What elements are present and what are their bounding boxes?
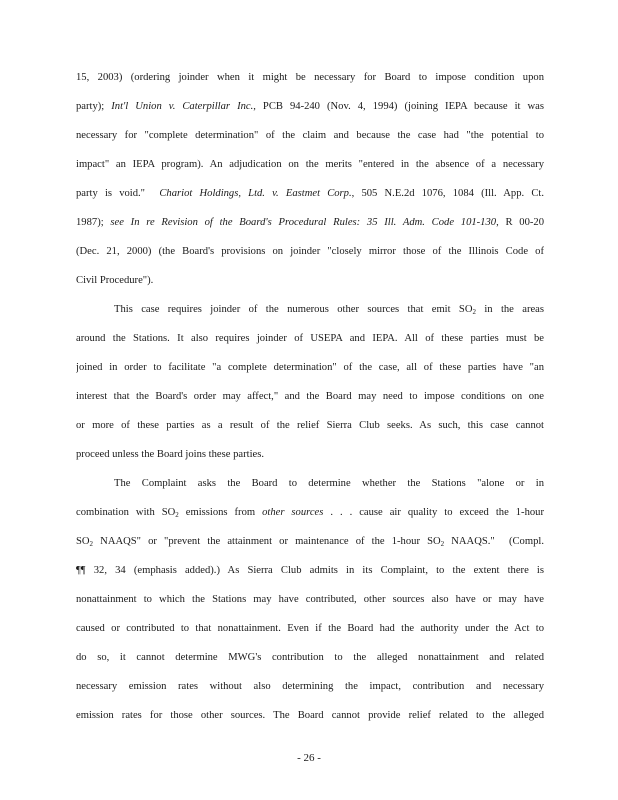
text-line: emission rates for those other sources. The Board cannot provide relief related to the alleged [76,710,544,721]
text-line: caused or contributed to that nonattainment. Even if the Board had the authority under the Act to [76,623,544,634]
text-line: $SO_2$ NAAQS" or "prevent the attainment or maintenance of the 1-hour $SO_2$ NAAQS." (Compl. [76,536,544,548]
text-line: proceed unless the Board joins these parties. [76,449,264,460]
text-line: necessary for "complete determination" of the claim and because the case had "the potential to [76,130,544,141]
text-line: (Dec. 21, 2000) (the Board's provisions on joinder "closely mirror those of the Illinois Code of [76,246,544,257]
text-line: The Complaint asks the Board to determine whether the Stations "alone or in [114,478,544,489]
page-number: - 26 - [297,752,321,764]
text-line: 1987); see In re Revision of the Board's Procedural Rules: 35 Ill. Adm. Code 101-130, R 00-20 [76,217,544,228]
text-line: Civil Procedure"). [76,275,154,286]
text-line: do so, it cannot determine MWG's contribution to the alleged nonattainment and related [76,652,544,663]
text-line: or more of these parties as a result of the relief Sierra Club seeks. As such, this case cannot [76,420,544,431]
text-line: party is void." Chariot Holdings, Ltd. v. Eastmet Corp., 505 N.E.2d 1076, 1084 (Ill. App. Ct. [76,188,544,199]
text-line: impact" an IEPA program). An adjudication on the merits "entered in the absence of a necessary [76,159,544,170]
text-line: interest that the Board's order may affect," and the Board may need to impose conditions on one [76,391,544,402]
text-line: party); Int'l Union v. Caterpillar Inc., PCB 94-240 (Nov. 4, 1994) (joining IEPA because it was [76,101,544,112]
text-line: combination with $SO_2$ emissions from other sources . . . cause air quality to exceed the 1-hour [76,507,544,519]
text-line: This case requires joinder of the numerous other sources that emit $SO_2$ in the areas [114,304,544,316]
text-line: nonattainment to which the Stations may have contributed, other sources also have or may have [76,594,544,605]
text-line: 15, 2003) (ordering joinder when it might be necessary for Board to impose condition upon [76,72,544,83]
text-line: around the Stations. It also requires joinder of USEPA and IEPA. All of these parties must be [76,333,544,344]
text-line: ¶¶ 32, 34 (emphasis added).) As Sierra Club admits in its Complaint, to the extent there is [76,565,544,576]
text-line: necessary emission rates without also determining the impact, contribution and necessary [76,681,544,692]
text-line: joined in order to facilitate "a complete determination" of the case, all of these parties have "an [76,362,544,373]
